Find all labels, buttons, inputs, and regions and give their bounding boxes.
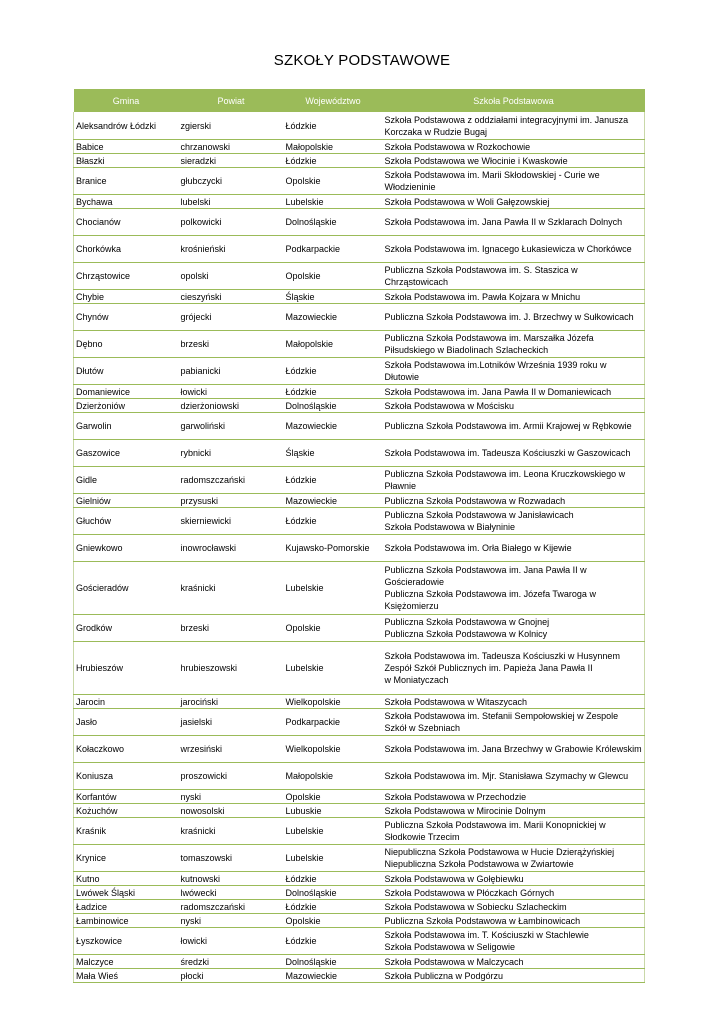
gmina-cell: Malczyce — [74, 954, 179, 968]
powiat-cell: nowosolski — [179, 803, 284, 817]
school-name: Szkoła Podstawowa w Woli Gałęzowskiej — [384, 196, 550, 207]
school-cell — [383, 708, 645, 735]
powiat-cell: radomszczański — [179, 466, 284, 493]
table-row — [74, 641, 645, 694]
school-cell — [383, 844, 645, 871]
gmina-cell: Kutno — [74, 871, 179, 885]
gmina-cell: Błaszki — [74, 153, 179, 167]
powiat-cell: polkowicki — [179, 208, 284, 235]
school-name: Szkoła Podstawowa im. Ignacego Łukasiewicza w Chorkówce — [384, 244, 632, 254]
wojewodztwo-cell: Łódzkie — [284, 466, 383, 493]
school-cell — [383, 153, 645, 167]
powiat-cell: kutnowski — [179, 871, 284, 885]
powiat-cell: cieszyński — [179, 289, 284, 303]
wojewodztwo-cell: Łódzkie — [284, 927, 383, 954]
table-row — [74, 507, 645, 534]
gmina-cell: Chynów — [74, 303, 179, 330]
school-name: Zespół Szkół Publicznych im. Papieża Jana Pawła II — [384, 663, 593, 673]
header-powiat: Powiat — [179, 89, 284, 112]
school-name: Publiczna Szkoła Podstawowa im. Jana Pawła II w Gościeradowie — [384, 565, 587, 587]
wojewodztwo-cell: Łódzkie — [284, 153, 383, 167]
gmina-cell: Łyszkowice — [74, 927, 179, 954]
school-name: Szkoła Podstawowa im. Marii Skłodowskiej - Curie we Włodzieninie — [384, 170, 600, 192]
school-cell — [383, 167, 645, 194]
powiat-cell: płocki — [179, 968, 284, 982]
gmina-cell: Gościeradów — [74, 561, 179, 614]
school-name: Szkoła Podstawowa im.Lotników Września 1939 roku w Dłutowie — [384, 360, 607, 382]
table-row — [74, 614, 645, 641]
wojewodztwo-cell: Małopolskie — [284, 762, 383, 789]
school-name: Szkoła Podstawowa w Gołębiewku — [384, 873, 524, 884]
school-name: Publiczna Szkoła Podstawowa w Rozwadach — [384, 495, 566, 506]
school-cell — [383, 885, 645, 899]
school-cell — [383, 614, 645, 641]
wojewodztwo-cell: Małopolskie — [284, 139, 383, 153]
gmina-cell: Kraśnik — [74, 817, 179, 844]
school-name: Szkoła Podstawowa z oddziałami integracyjnymi im. Janusza Korczaka w Rudzie Bugaj — [384, 114, 629, 137]
school-name: Publiczna Szkoła Podstawowa w Janisławicach — [384, 510, 574, 520]
wojewodztwo-cell: Dolnośląskie — [284, 208, 383, 235]
school-name: Szkoła Podstawowa w Płóczkach Górnych — [384, 887, 555, 898]
gmina-cell: Koniusza — [74, 762, 179, 789]
powiat-cell: krośnieński — [179, 235, 284, 262]
school-cell — [383, 466, 645, 493]
powiat-cell: kraśnicki — [179, 817, 284, 844]
powiat-cell: kraśnicki — [179, 561, 284, 614]
gmina-cell: Chrząstowice — [74, 262, 179, 289]
gmina-cell: Ładzice — [74, 899, 179, 913]
school-name: Szkoła Podstawowa im. Stefanii Sempołowskiej w Zespole Szkół w Szebniach — [384, 711, 619, 733]
wojewodztwo-cell: Dolnośląskie — [284, 954, 383, 968]
powiat-cell: lwówecki — [179, 885, 284, 899]
gmina-cell: Kołaczkowo — [74, 735, 179, 762]
gmina-cell: Lwówek Śląski — [74, 885, 179, 899]
table-row — [74, 466, 645, 493]
table-row — [74, 789, 645, 803]
table-row — [74, 262, 645, 289]
school-name: Szkoła Podstawowa w Przechodzie — [384, 791, 527, 802]
wojewodztwo-cell: Opolskie — [284, 167, 383, 194]
school-cell — [383, 817, 645, 844]
table-row — [74, 694, 645, 708]
powiat-cell: opolski — [179, 262, 284, 289]
school-cell — [383, 561, 645, 614]
school-name: Niepubliczna Szkoła Podstawowa w Hucie Dzierążyńskiej — [384, 847, 615, 857]
school-name: Publiczna Szkoła Podstawowa im. Marii Konopnickiej w Słodkowie Trzecim — [384, 820, 606, 842]
table-row — [74, 885, 645, 899]
header-row — [74, 89, 645, 112]
wojewodztwo-cell: Śląskie — [284, 439, 383, 466]
school-name: Szkoła Podstawowa w Seligowie — [384, 942, 516, 952]
school-name: Szkoła Publiczna w Podgórzu — [384, 970, 504, 981]
table-row — [74, 913, 645, 927]
school-name: Szkoła Podstawowa im. T. Kościuszki w Stachlewie — [384, 930, 589, 940]
table-row — [74, 412, 645, 439]
school-cell — [383, 303, 645, 330]
wojewodztwo-cell: Łódzkie — [284, 357, 383, 384]
wojewodztwo-cell: Łódzkie — [284, 112, 383, 139]
wojewodztwo-cell: Łódzkie — [284, 899, 383, 913]
school-name: Szkoła Podstawowa w Witaszycach — [384, 696, 528, 707]
table-row — [74, 330, 645, 357]
gmina-cell: Hrubieszów — [74, 641, 179, 694]
table-row — [74, 762, 645, 789]
powiat-cell: tomaszowski — [179, 844, 284, 871]
school-cell — [383, 112, 645, 139]
gmina-cell: Jarocin — [74, 694, 179, 708]
powiat-cell: brzeski — [179, 330, 284, 357]
school-cell — [383, 735, 645, 762]
powiat-cell: skierniewicki — [179, 507, 284, 534]
gmina-cell: Babice — [74, 139, 179, 153]
school-name: Szkoła Podstawowa im. Orła Białego w Kijewie — [384, 543, 572, 553]
gmina-cell: Gidle — [74, 466, 179, 493]
gmina-cell: Gniewkowo — [74, 534, 179, 561]
header-wojewodztwo: Województwo — [284, 89, 383, 112]
table-row — [74, 968, 645, 982]
school-name: Publiczna Szkoła Podstawowa im. Józefa Twaroga w Księżomierzu — [384, 589, 596, 611]
wojewodztwo-cell: Łódzkie — [284, 384, 383, 398]
school-cell — [383, 235, 645, 262]
school-name: w Moniatyczach — [384, 675, 449, 685]
school-cell — [383, 139, 645, 153]
wojewodztwo-cell: Wielkopolskie — [284, 694, 383, 708]
school-name: Szkoła Podstawowa im. Tadeusza Kościuszki w Husynnem — [384, 651, 620, 661]
school-cell — [383, 208, 645, 235]
powiat-cell: głubczycki — [179, 167, 284, 194]
school-cell — [383, 507, 645, 534]
table-row — [74, 817, 645, 844]
school-cell — [383, 954, 645, 968]
wojewodztwo-cell: Opolskie — [284, 789, 383, 803]
powiat-cell: jasielski — [179, 708, 284, 735]
school-name: Szkoła Podstawowa w Sobiecku Szlacheckim — [384, 901, 567, 912]
gmina-cell: Głuchów — [74, 507, 179, 534]
gmina-cell: Branice — [74, 167, 179, 194]
table-row — [74, 534, 645, 561]
table-row — [74, 493, 645, 507]
powiat-cell: hrubieszowski — [179, 641, 284, 694]
powiat-cell: pabianicki — [179, 357, 284, 384]
school-name: Publiczna Szkoła Podstawowa im. J. Brzechwy w Sułkowicach — [384, 312, 634, 322]
header-gmina: Gmina — [74, 89, 179, 112]
powiat-cell: nyski — [179, 913, 284, 927]
school-cell — [383, 789, 645, 803]
school-name: Szkoła Podstawowa w Rozkochowie — [384, 141, 531, 152]
wojewodztwo-cell: Kujawsko-Pomorskie — [284, 534, 383, 561]
table-row — [74, 954, 645, 968]
powiat-cell: łowicki — [179, 384, 284, 398]
school-name: Publiczna Szkoła Podstawowa im. Armii Krajowej w Rębkowie — [384, 421, 632, 431]
gmina-cell: Garwolin — [74, 412, 179, 439]
school-cell — [383, 968, 645, 982]
school-name: Szkoła Podstawowa w Mościsku — [384, 400, 515, 411]
table-row — [74, 289, 645, 303]
wojewodztwo-cell: Lubelskie — [284, 844, 383, 871]
school-name: Szkoła Podstawowa im. Jana Brzechwy w Grabowie Królewskim — [384, 744, 642, 754]
gmina-cell: Gaszowice — [74, 439, 179, 466]
school-cell — [383, 289, 645, 303]
powiat-cell: sieradzki — [179, 153, 284, 167]
school-cell — [383, 357, 645, 384]
school-cell — [383, 398, 645, 412]
table-row — [74, 167, 645, 194]
table-row — [74, 844, 645, 871]
table-row — [74, 357, 645, 384]
school-name: Publiczna Szkoła Podstawowa w Gnojnej — [384, 617, 550, 627]
schools-table — [73, 89, 645, 983]
school-name: Szkoła Podstawowa im. Mjr. Stanisława Szymachy w Glewcu — [384, 771, 629, 781]
table-row — [74, 194, 645, 208]
school-cell — [383, 913, 645, 927]
school-name: Szkoła Podstawowa w Mirocinie Dolnym — [384, 805, 546, 816]
school-cell — [383, 803, 645, 817]
powiat-cell: zgierski — [179, 112, 284, 139]
school-name: Niepubliczna Szkoła Podstawowa w Zwiartowie — [384, 859, 574, 869]
table-header — [74, 89, 645, 112]
gmina-cell: Mała Wieś — [74, 968, 179, 982]
school-cell — [383, 762, 645, 789]
school-cell — [383, 194, 645, 208]
wojewodztwo-cell: Lubelskie — [284, 561, 383, 614]
powiat-cell: grójecki — [179, 303, 284, 330]
wojewodztwo-cell: Łódzkie — [284, 871, 383, 885]
table-body — [74, 112, 645, 982]
gmina-cell: Bychawa — [74, 194, 179, 208]
wojewodztwo-cell: Łódzkie — [284, 507, 383, 534]
table-row — [74, 398, 645, 412]
gmina-cell: Dębno — [74, 330, 179, 357]
powiat-cell: nyski — [179, 789, 284, 803]
wojewodztwo-cell: Mazowieckie — [284, 968, 383, 982]
powiat-cell: przysuski — [179, 493, 284, 507]
wojewodztwo-cell: Dolnośląskie — [284, 398, 383, 412]
table-row — [74, 871, 645, 885]
wojewodztwo-cell: Podkarpackie — [284, 235, 383, 262]
powiat-cell: wrzesiński — [179, 735, 284, 762]
gmina-cell: Domaniewice — [74, 384, 179, 398]
table-row — [74, 384, 645, 398]
powiat-cell: garwoliński — [179, 412, 284, 439]
powiat-cell: radomszczański — [179, 899, 284, 913]
school-name: Publiczna Szkoła Podstawowa im. Leona Kruczkowskiego w Pławnie — [384, 469, 626, 491]
powiat-cell: jarociński — [179, 694, 284, 708]
school-name: Szkoła Podstawowa im. Pawła Kojzara w Mnichu — [384, 291, 581, 302]
table-row — [74, 112, 645, 139]
gmina-cell: Grodków — [74, 614, 179, 641]
gmina-cell: Krynice — [74, 844, 179, 871]
page-title: SZKOŁY PODSTAWOWE — [273, 52, 451, 69]
school-cell — [383, 899, 645, 913]
school-name: Szkoła Podstawowa w Białyninie — [384, 522, 516, 532]
school-name: Publiczna Szkoła Podstawowa im. Marszałka Józefa Piłsudskiego w Biadolinach Szlacheckich — [384, 333, 594, 355]
powiat-cell: dzierżoniowski — [179, 398, 284, 412]
school-cell — [383, 641, 645, 694]
gmina-cell: Gielniów — [74, 493, 179, 507]
wojewodztwo-cell: Opolskie — [284, 913, 383, 927]
gmina-cell: Korfantów — [74, 789, 179, 803]
wojewodztwo-cell: Opolskie — [284, 262, 383, 289]
table-row — [74, 208, 645, 235]
wojewodztwo-cell: Małopolskie — [284, 330, 383, 357]
school-cell — [383, 412, 645, 439]
wojewodztwo-cell: Mazowieckie — [284, 412, 383, 439]
gmina-cell: Kożuchów — [74, 803, 179, 817]
wojewodztwo-cell: Lubuskie — [284, 803, 383, 817]
table-row — [74, 927, 645, 954]
school-name: Publiczna Szkoła Podstawowa w Łambinowicach — [384, 915, 581, 926]
wojewodztwo-cell: Lubelskie — [284, 817, 383, 844]
school-cell — [383, 262, 645, 289]
table-row — [74, 561, 645, 614]
wojewodztwo-cell: Opolskie — [284, 614, 383, 641]
wojewodztwo-cell: Mazowieckie — [284, 493, 383, 507]
wojewodztwo-cell: Lubelskie — [284, 194, 383, 208]
gmina-cell: Chocianów — [74, 208, 179, 235]
school-cell — [383, 439, 645, 466]
school-name: Szkoła Podstawowa w Malczycach — [384, 956, 524, 967]
wojewodztwo-cell: Podkarpackie — [284, 708, 383, 735]
table-row — [74, 899, 645, 913]
school-name: Szkoła Podstawowa im. Jana Pawła II w Szklarach Dolnych — [384, 217, 623, 227]
gmina-cell: Aleksandrów Łódzki — [74, 112, 179, 139]
powiat-cell: rybnicki — [179, 439, 284, 466]
table-row — [74, 235, 645, 262]
powiat-cell: inowrocławski — [179, 534, 284, 561]
school-name: Publiczna Szkoła Podstawowa w Kolnicy — [384, 629, 548, 639]
wojewodztwo-cell: Dolnośląskie — [284, 885, 383, 899]
wojewodztwo-cell: Lubelskie — [284, 641, 383, 694]
gmina-cell: Dzierżoniów — [74, 398, 179, 412]
school-cell — [383, 330, 645, 357]
school-name: Szkoła Podstawowa im. Tadeusza Kościuszki w Gaszowicach — [384, 448, 631, 458]
wojewodztwo-cell: Mazowieckie — [284, 303, 383, 330]
school-cell — [383, 384, 645, 398]
school-name: Publiczna Szkoła Podstawowa im. S. Staszica w Chrząstowicach — [384, 265, 578, 287]
powiat-cell: proszowicki — [179, 762, 284, 789]
wojewodztwo-cell: Śląskie — [284, 289, 383, 303]
school-cell — [383, 694, 645, 708]
table-row — [74, 439, 645, 466]
table-row — [74, 153, 645, 167]
powiat-cell: łowicki — [179, 927, 284, 954]
powiat-cell: brzeski — [179, 614, 284, 641]
table-row — [74, 139, 645, 153]
header-szkola: Szkoła Podstawowa — [383, 89, 645, 112]
gmina-cell: Łambinowice — [74, 913, 179, 927]
gmina-cell: Chorkówka — [74, 235, 179, 262]
school-cell — [383, 534, 645, 561]
table-row — [74, 735, 645, 762]
gmina-cell: Chybie — [74, 289, 179, 303]
school-cell — [383, 871, 645, 885]
powiat-cell: chrzanowski — [179, 139, 284, 153]
wojewodztwo-cell: Wielkopolskie — [284, 735, 383, 762]
school-cell — [383, 493, 645, 507]
powiat-cell: średzki — [179, 954, 284, 968]
school-name: Szkoła Podstawowa we Włocinie i Kwaskowie — [384, 155, 568, 166]
table-row — [74, 708, 645, 735]
table-row — [74, 303, 645, 330]
school-name: Szkoła Podstawowa im. Jana Pawła II w Domaniewicach — [384, 386, 612, 397]
gmina-cell: Dłutów — [74, 357, 179, 384]
gmina-cell: Jasło — [74, 708, 179, 735]
powiat-cell: lubelski — [179, 194, 284, 208]
table-row — [74, 803, 645, 817]
school-cell — [383, 927, 645, 954]
